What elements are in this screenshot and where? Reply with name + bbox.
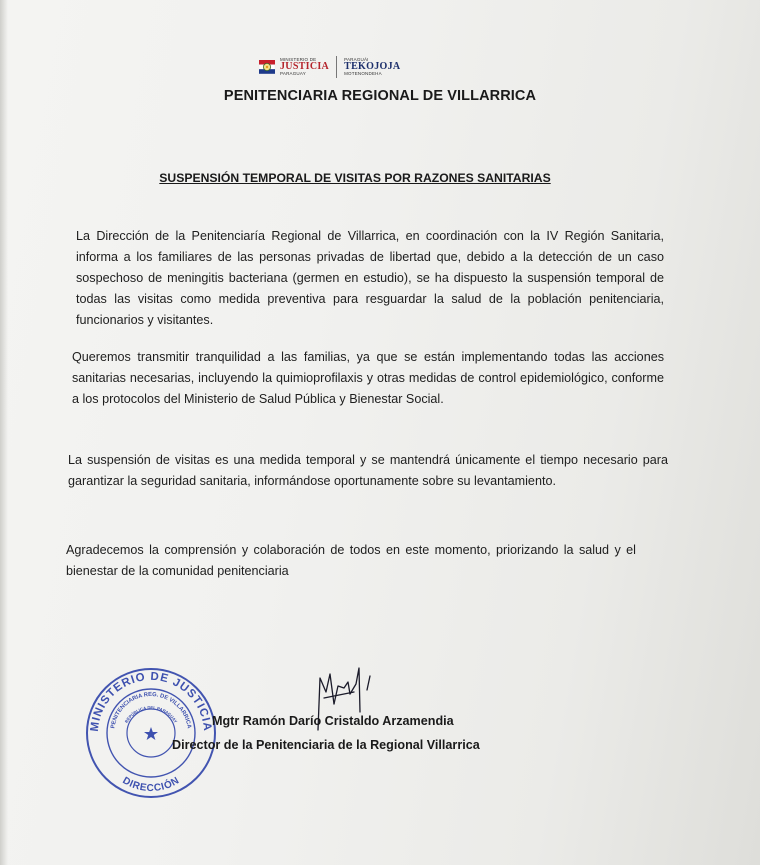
paragraph-3: La suspensión de visitas es una medida temporal y se mantendrá únicamente el tiempo necesario para garantizar la seguridad sanitaria, informándose oportunamente sobre su levantamiento. — [68, 453, 668, 488]
logo-left-bottom: PARAGUAY — [280, 71, 306, 76]
institution-heading: PENITENCIARIA REGIONAL DE VILLARRICA — [223, 88, 537, 104]
ministry-logo — [258, 54, 400, 80]
paragraph-2: Queremos transmitir tranquilidad a las familias, ya que se están implementando todas las acciones sanitarias necesarias, incluyendo la quimioprofilaxis y otras medidas de control epidemiológico, conforme a los protocolos del Ministerio de Salud Pública y Bienestar Social. — [72, 350, 664, 406]
seal-center-text: REPÚBLICA DEL PARAGUAY — [123, 704, 179, 724]
logo-justicia — [280, 58, 329, 77]
paragraph-1: La Dirección de la Penitenciaría Regional de Villarrica, en coordinación con la IV Región Sanitaria, informa a los familiares de las personas privadas de libertad que, debido a la detección de un caso sospechoso de meningitis bacteriana (germen en estudio), se ha dispuesto la suspensión temporal de todas las visitas como medida preventiva para resguardar la salud de la población penitenciaria, funcionarios y visitantes. — [76, 229, 664, 327]
logo-right-top: PARAGUÁI — [344, 56, 369, 62]
logo-tekojoja — [344, 58, 400, 77]
seal-bottom-text: DIRECCIÓN — [120, 775, 182, 795]
official-seal-stamp — [84, 666, 218, 800]
seal-star-icon — [144, 727, 158, 740]
page-edge-shadow — [0, 0, 8, 865]
logo-left-main: JUSTICIA — [280, 61, 330, 72]
paragraph-4: Agradecemos la comprensión y colaboración de todos en este momento, priorizando la salud y el bienestar de la comunidad penitenciaria — [66, 543, 636, 578]
signer-role: Director de la Penitenciaria de la Regional Villarrica — [172, 738, 480, 752]
logo-right-main: TEKOJOJA — [344, 61, 401, 72]
document-title: SUSPENSIÓN TEMPORAL DE VISITAS POR RAZONES SANITARIAS — [159, 171, 551, 185]
svg-text:REPÚBLICA DEL PARAGUAY — [124, 705, 179, 724]
seal-outer-text: MINISTERIO DE JUSTICIA — [88, 670, 214, 733]
svg-text:DIRECCIÓN — [120, 775, 181, 794]
signer-name: Mgtr Ramón Darío Cristaldo Arzamendia — [212, 714, 454, 728]
logo-left-top: MINISTERIO DE — [280, 56, 317, 62]
seal-inner-text: PENITENCIARIA REG. DE VILLARRICA — [110, 691, 192, 729]
logo-right-bottom: MOTENONDEHA — [344, 71, 382, 76]
logo-divider — [336, 56, 337, 78]
svg-text:PENITENCIARIA REG. DE VILLARRI — [110, 692, 192, 730]
paraguay-emblem-icon — [258, 58, 276, 76]
